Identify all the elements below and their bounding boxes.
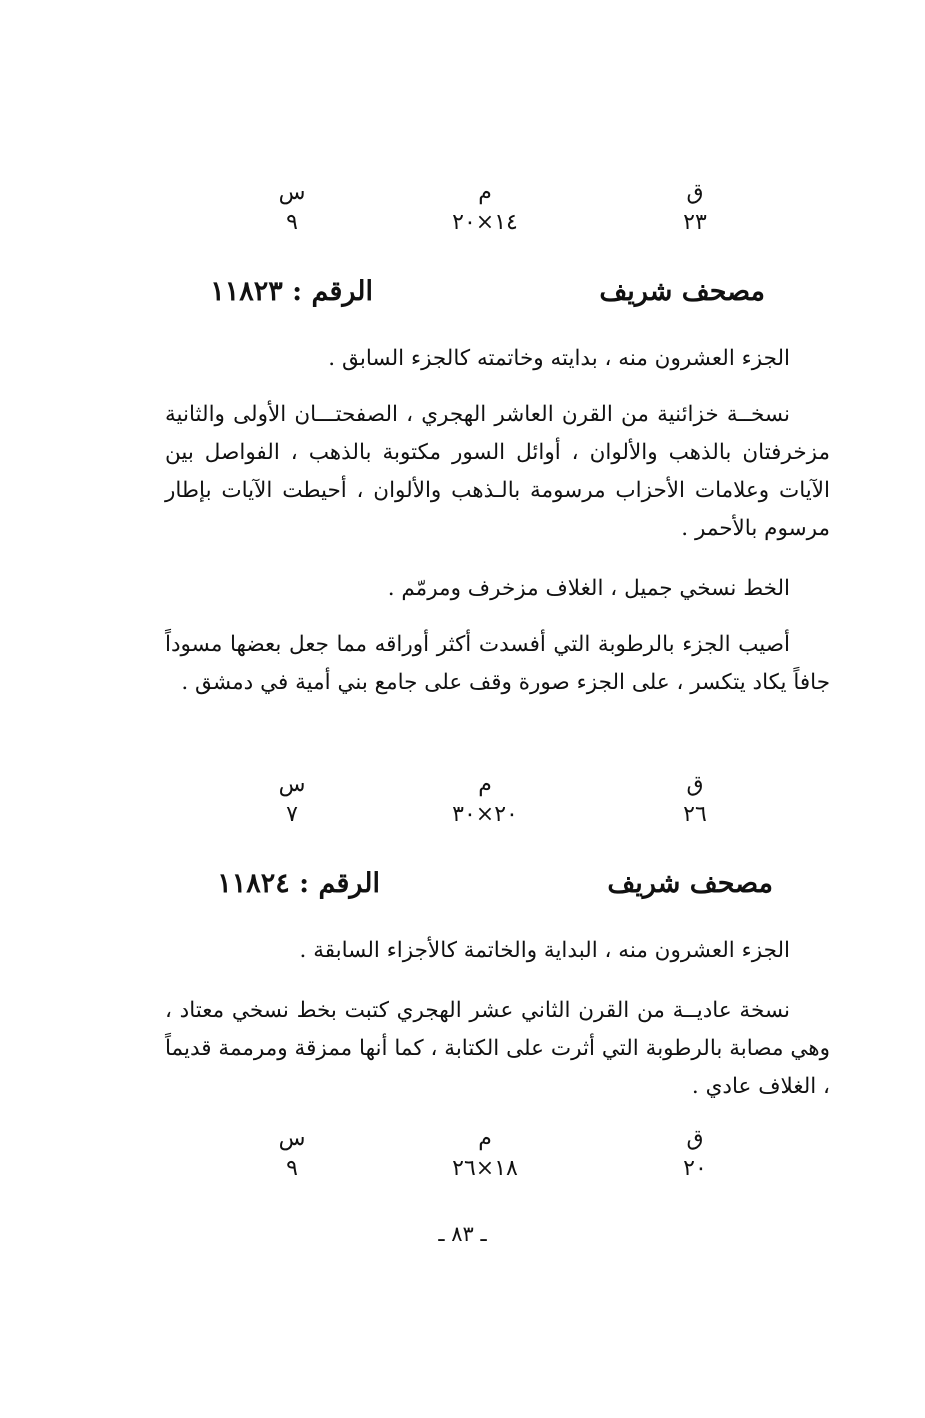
lines-value: ٩ [286,1156,298,1181]
measurements-row [0,178,925,238]
dimensions-label: م [478,772,492,797]
dimensions-value: ١٤×٢٠ [452,210,518,235]
page-number: ـ ٨٣ ـ [438,1222,487,1246]
leaves-value: ٢٣ [683,210,707,235]
lines-count [222,178,362,238]
leaves-count [625,178,765,238]
paragraph: الجزء العشرون منه ، بدايته وخاتمته كالجزء السابق . [328,346,790,371]
paragraph: الخط نسخي جميل ، الغلاف مزخرف ومرمّم . [387,576,790,601]
lines-count [222,770,362,830]
paragraph: أصيب الجزء بالرطوبة التي أفسدت أكثر أوراقه مما جعل بعضها مسوداً جافاً يكاد يتكسر ، على الجزء صورة وقف على جامع بني أمية في دمشق . [165,632,830,695]
paragraph: الجزء العشرون منه ، البداية والخاتمة كالأجزاء السابقة . [299,938,790,963]
leaves-count [625,1124,765,1184]
dimensions [415,178,555,238]
measurements-row [0,1124,925,1184]
leaves-label: ق [686,1126,704,1151]
leaves-count [625,770,765,830]
entry-number: الرقم : ١١٨٢٣ [210,276,373,307]
dimensions-value: ١٨×٢٦ [452,1156,518,1181]
entry-title: مصحف شريف [599,276,765,307]
lines-label: س [278,1126,306,1151]
dimensions [415,770,555,830]
entry-heading [0,868,925,908]
leaves-value: ٢٠ [683,1156,707,1181]
entry-heading [0,276,925,316]
dimensions-value: ٢٠×٣٠ [452,802,518,827]
paragraph: نسخــة خزائنية من القرن العاشر الهجري ، الصفحتـــان الأولى والثانية مزخرفتان بالذهب والألوان ، أوائل السور مكتوبة بالذهب ، الفواصل بين الآيات وعلامات الأحزاب مرسومة بالـذهب والألوان ، أحيطت الآيات بإطار مرسوم بالأحمر . [165,402,830,541]
dimensions [415,1124,555,1184]
lines-value: ٩ [286,210,298,235]
entry-title: مصحف شريف [607,868,773,899]
leaves-label: ق [686,180,704,205]
leaves-value: ٢٦ [683,802,707,827]
measurements-row [0,770,925,830]
entry-number: الرقم : ١١٨٢٤ [217,868,380,899]
lines-value: ٧ [286,802,298,827]
lines-label: س [278,180,306,205]
leaves-label: ق [686,772,704,797]
paragraph: نسخة عاديــة من القرن الثاني عشر الهجري كتبت بخط نسخي معتاد ، وهي مصابة بالرطوبة التي أثرت على الكتابة ، كما أنها ممزقة ومرممة قديماً ، الغلاف عادي . [165,998,830,1099]
lines-label: س [278,772,306,797]
dimensions-label: م [478,1126,492,1151]
lines-count [222,1124,362,1184]
dimensions-label: م [478,180,492,205]
